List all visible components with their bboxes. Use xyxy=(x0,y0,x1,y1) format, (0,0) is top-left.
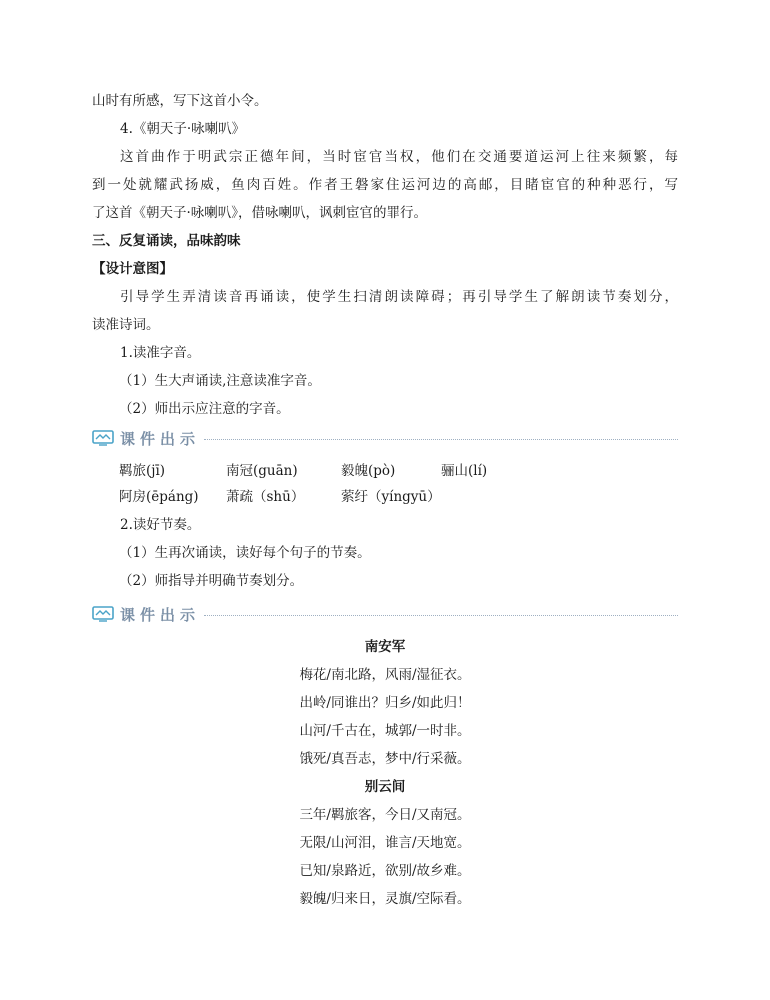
design-line-1: 引导学生弄清读音再诵读，使学生扫清朗读障碍；再引导学生了解朗读节奏划分， xyxy=(120,289,678,305)
item4-para-line-3: 了这首《朝天子·咏喇叭》，借咏喇叭，讽刺宦官的罪行。 xyxy=(92,205,428,221)
step2-b: （2）师指导并明确节奏划分。 xyxy=(119,573,304,589)
courseware-title-2: 课件出示 xyxy=(120,605,201,624)
design-line-2: 读准诗词。 xyxy=(92,317,160,333)
poem1-title: 南安军 xyxy=(364,639,406,655)
intro-tail: 山时有所感，写下这首小令。 xyxy=(92,93,268,109)
poem2-line: 毅魄/归来日，灵旗/空际看。 xyxy=(299,891,471,907)
step2-a: （1）生再次诵读，读好每个句子的节奏。 xyxy=(119,545,371,561)
courseware-banner-2 xyxy=(92,600,678,628)
poem1-line: 出岭/同谁出？归乡/如此归！ xyxy=(299,695,471,711)
item4-para-line-2: 到一处就耀武扬威，鱼肉百姓。作者王磐家住运河边的高邮，目睹宦官的种种恶行，写 xyxy=(92,177,678,193)
courseware-title-1: 课件出示 xyxy=(120,429,201,448)
poem2-title: 别云间 xyxy=(364,779,406,795)
courseware-icon xyxy=(92,606,114,622)
dotted-divider xyxy=(204,439,678,440)
courseware-banner-1 xyxy=(92,424,678,452)
word-jilv: 羁旅(jī) xyxy=(119,463,166,479)
word-yingyu: 萦纡（yíngyū） xyxy=(341,489,441,505)
design-intent-label: 【设计意图】 xyxy=(92,261,173,277)
item4-heading: 4.《朝天子·咏喇叭》 xyxy=(120,121,246,137)
word-yipo: 毅魄(pò) xyxy=(341,463,396,479)
word-lishan: 骊山(lí) xyxy=(441,463,488,479)
poem2-line: 无限/山河泪，谁言/天地宽。 xyxy=(299,835,471,851)
dotted-divider xyxy=(204,615,678,616)
poem1-line: 饿死/真吾志，梦中/行采薇。 xyxy=(299,751,471,767)
poem1-line: 山河/千古在，城郭/一时非。 xyxy=(299,723,471,739)
step2-heading: 2.读好节奏。 xyxy=(120,517,201,533)
courseware-icon xyxy=(92,430,114,446)
word-nanguan: 南冠(guān) xyxy=(226,463,298,479)
step1-heading: 1.读准字音。 xyxy=(120,345,201,361)
poem2-line: 已知/泉路近，欲别/故乡难。 xyxy=(299,863,471,879)
poem1-line: 梅花/南北路，风雨/湿征衣。 xyxy=(299,667,471,683)
step1-b: （2）师出示应注意的字音。 xyxy=(119,401,290,417)
word-xiaoshu: 萧疏（shū） xyxy=(226,489,305,505)
step1-a: （1）生大声诵读,注意读准字音。 xyxy=(119,373,321,389)
section3-heading: 三、反复诵读，品味韵味 xyxy=(92,233,241,249)
item4-para-line-1: 这首曲作于明武宗正德年间，当时宦官当权，他们在交通要道运河上往来频繁，每 xyxy=(120,149,678,165)
poem2-line: 三年/羁旅客，今日/又南冠。 xyxy=(299,807,471,823)
word-epang: 阿房(ēpáng) xyxy=(119,489,199,505)
